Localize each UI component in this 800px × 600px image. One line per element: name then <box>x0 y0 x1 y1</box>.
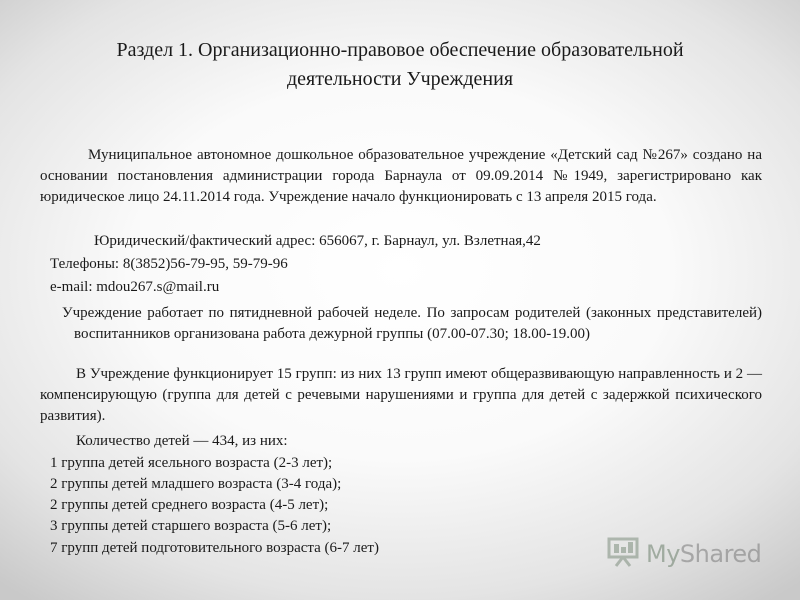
email-line: e-mail: mdou267.s@mail.ru <box>50 279 220 295</box>
group-list-item: 3 группы детей старшего возраста (5-6 лет); <box>50 518 332 534</box>
phones-line: Телефоны: 8(3852)56-79-95, 59-79-96 <box>50 256 288 272</box>
title-line-2: деятельности Учреждения <box>286 68 514 90</box>
schedule-paragraph: Учреждение работает по пятидневной рабочей неделе. По запросам родителей (законных представителей) воспитанников организована работа дежурной группы (07.00-07.30; 18.00-19.00) <box>62 305 762 342</box>
children-count-line: Количество детей — 434, из них: <box>76 433 288 449</box>
myshared-watermark <box>606 536 761 572</box>
watermark-brand-rest: Shared <box>679 540 762 568</box>
presentation-board-icon <box>606 536 640 573</box>
title-line-1: Раздел 1. Организационно-правовое обеспечение образовательной <box>116 39 684 61</box>
watermark-brand-my: My <box>646 540 680 568</box>
group-list-item: 7 групп детей подготовительного возраста (6-7 лет) <box>50 540 379 556</box>
page-title <box>60 36 740 94</box>
watermark-brand <box>646 540 761 568</box>
group-list-item: 2 группы детей младшего возраста (3-4 года); <box>50 476 342 492</box>
groups-paragraph: В Учреждение функционирует 15 групп: из них 13 групп имеют общеразвивающую направленность и 2 — компенсирующую (группа для детей с речевыми нарушениями и группа для детей с задержкой психического развития). <box>40 366 762 424</box>
address-line: Юридический/фактический адрес: 656067, г. Барнаул, ул. Взлетная,42 <box>94 233 541 249</box>
intro-paragraph: Муниципальное автономное дошкольное образовательное учреждение «Детский сад №267» создано на основании постановления администрации города Барнаула от 09.09.2014 №1949, зарегистрировано как юридическое лицо 24.11.2014 года. Учреждение начало функционировать с 13 апреля 2015 года. <box>40 147 762 205</box>
group-list-item: 1 группа детей ясельного возраста (2-3 лет); <box>50 455 333 471</box>
group-list-item: 2 группы детей среднего возраста (4-5 лет); <box>50 497 329 513</box>
